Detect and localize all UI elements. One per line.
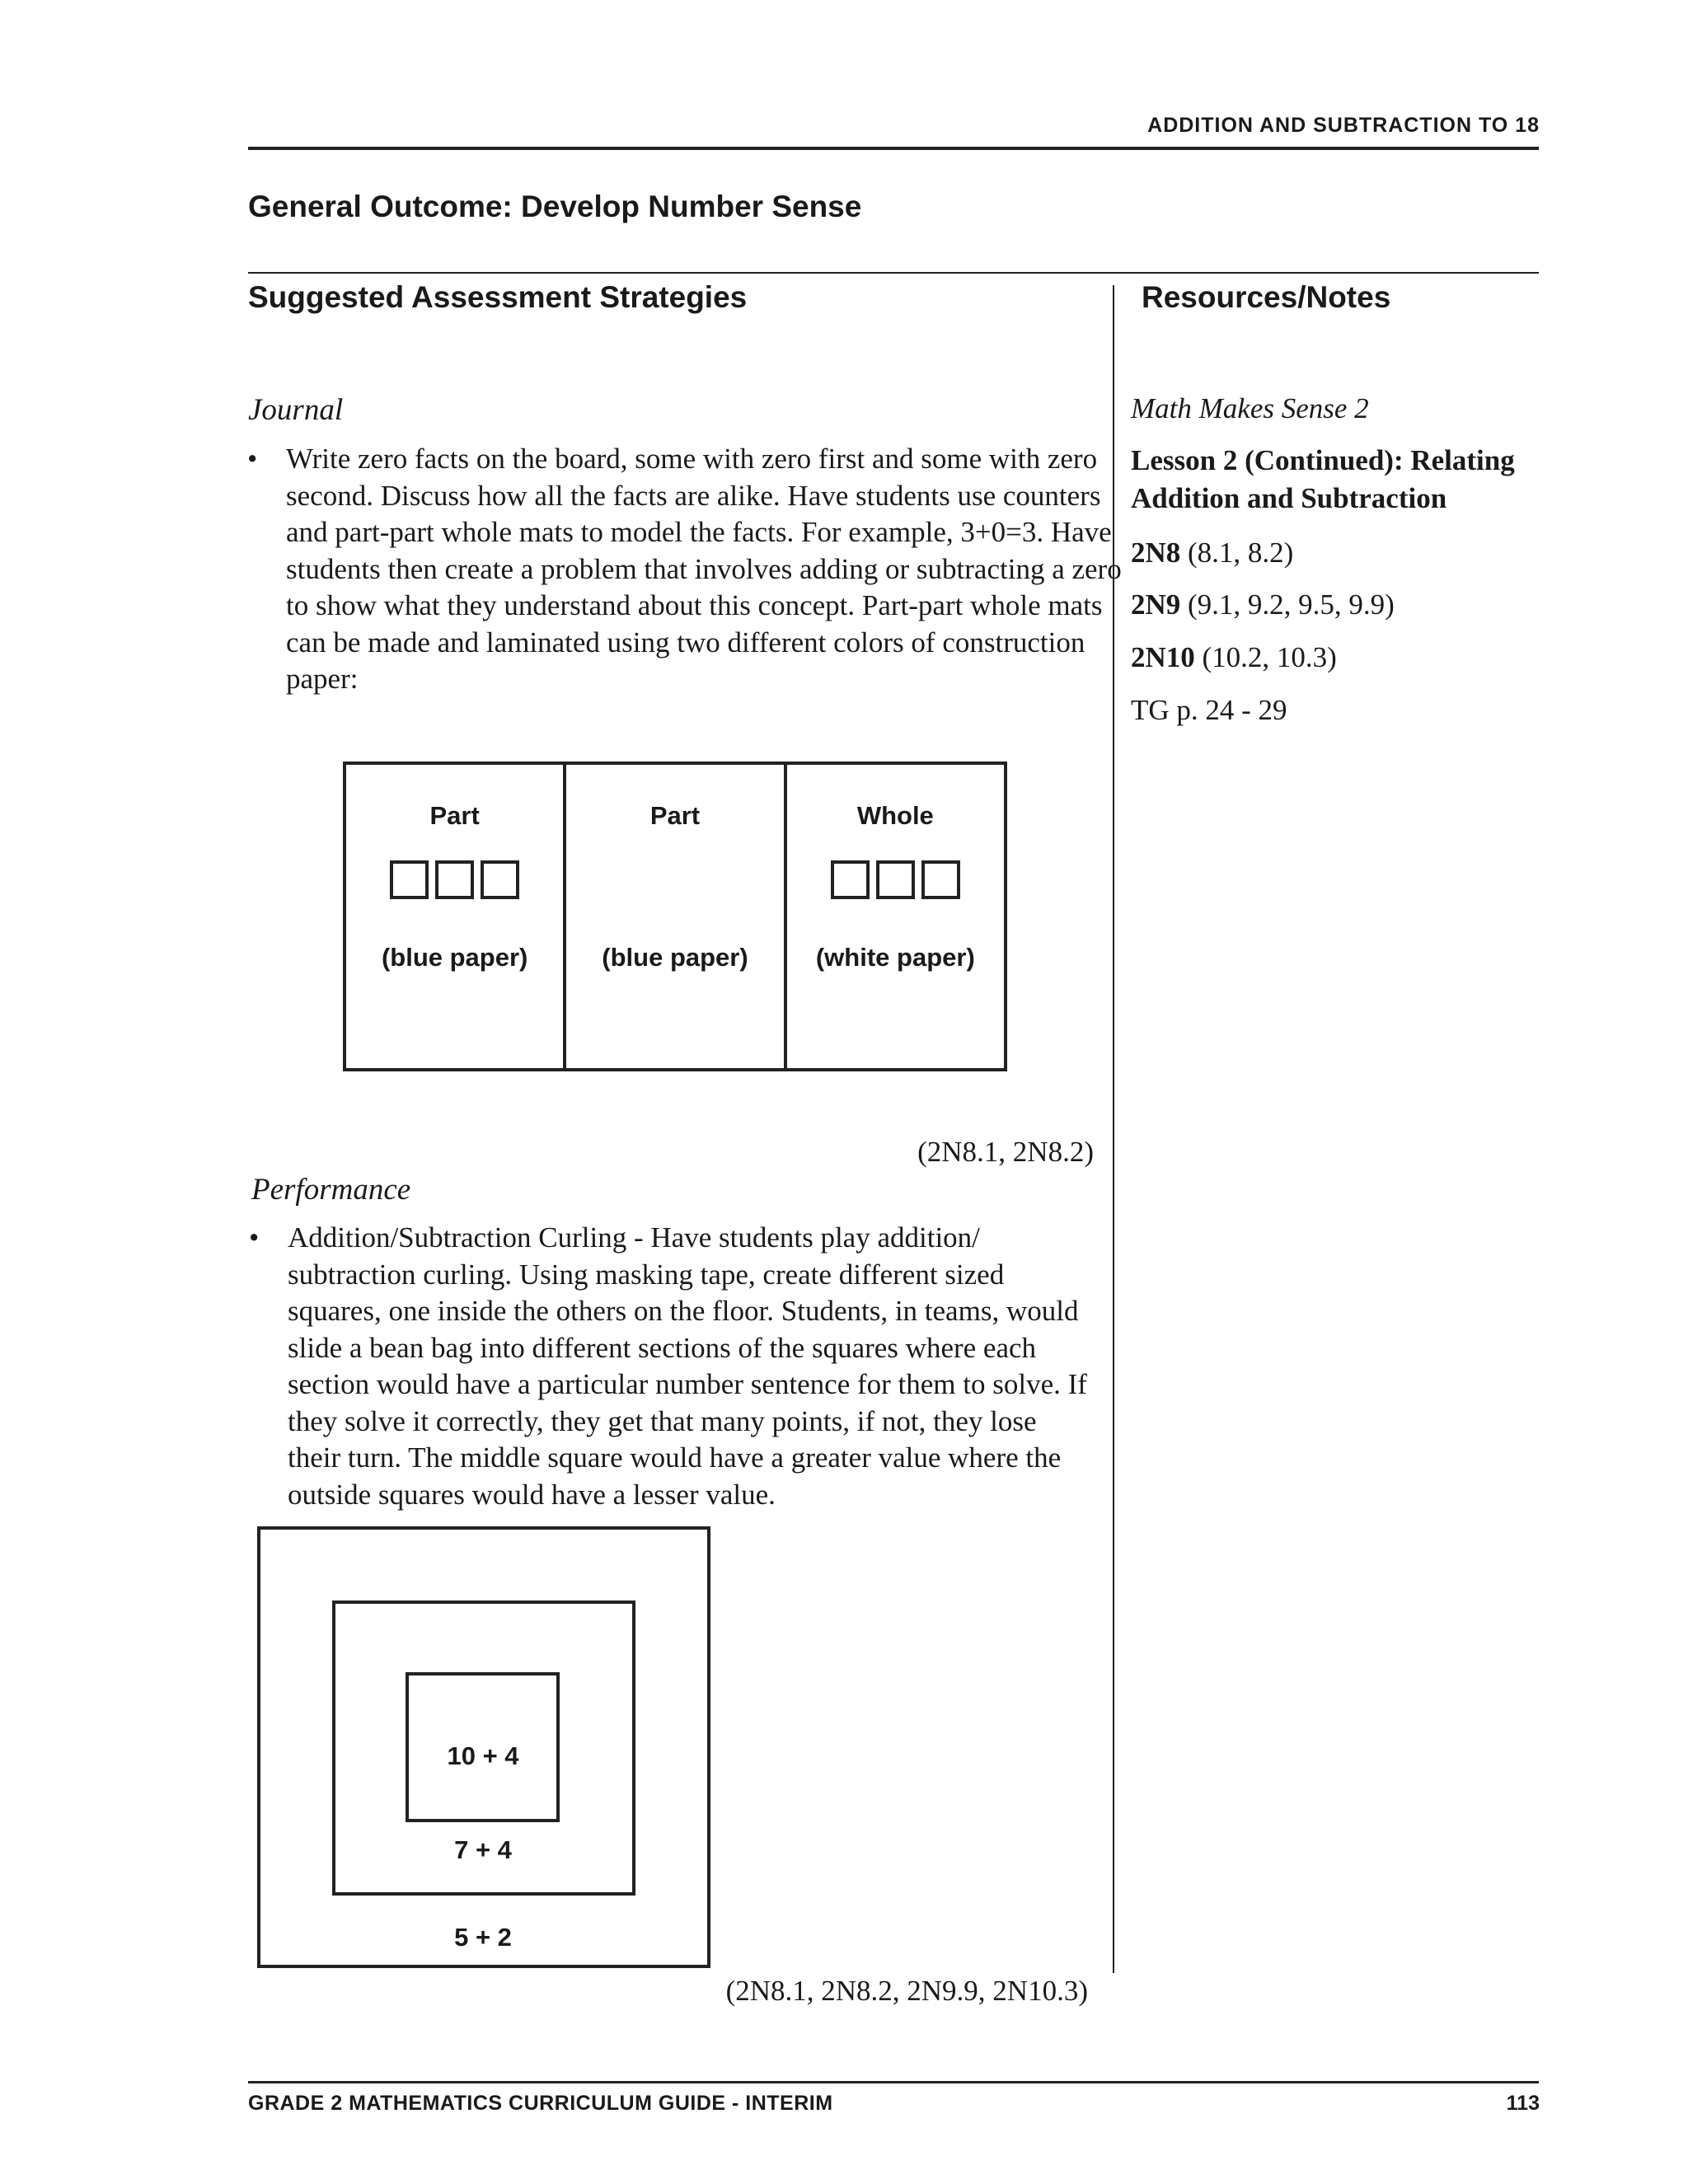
mat-cell-whole xyxy=(784,765,1004,1068)
mat-label: Whole xyxy=(856,801,934,830)
counter-box xyxy=(390,860,429,899)
part-part-whole-mat xyxy=(343,762,1007,1071)
general-outcome-title: General Outcome: Develop Number Sense xyxy=(248,190,862,223)
performance-subheading: Performance xyxy=(251,1173,411,1207)
teacher-guide-pages: TG p. 24 - 29 xyxy=(1131,694,1287,726)
mat-paper-note: (blue paper) xyxy=(602,943,748,972)
counter-box xyxy=(481,860,519,899)
journal-outcome-reference: (2N8.1, 2N8.2) xyxy=(917,1136,1094,1168)
outcome-values: (9.1, 9.2, 9.5, 9.9) xyxy=(1188,588,1395,621)
footer-rule xyxy=(248,2081,1539,2083)
journal-subheading: Journal xyxy=(248,393,344,427)
bullet-icon: • xyxy=(247,443,258,475)
outer-square-label: 5 + 2 xyxy=(454,1923,512,1952)
bullet-icon: • xyxy=(249,1221,260,1254)
inner-square-label: 10 + 4 xyxy=(447,1741,519,1770)
outcome-code: 2N8 xyxy=(1131,537,1181,569)
mat-label: Part xyxy=(429,801,480,830)
mat-cell-part-2 xyxy=(563,765,783,1068)
resource-source-title: Math Makes Sense 2 xyxy=(1131,392,1369,424)
resource-lesson-title: Lesson 2 (Continued): Relating Addition and Subtraction xyxy=(1131,444,1515,514)
header-rule xyxy=(248,147,1539,150)
counter-box xyxy=(831,860,870,899)
counter-box xyxy=(921,860,960,899)
running-head: ADDITION AND SUBTRACTION TO 18 xyxy=(1147,114,1540,137)
outcome-code: 2N9 xyxy=(1131,588,1181,621)
outcome-line-2n8 xyxy=(1131,537,1293,569)
resources-notes-heading: Resources/Notes xyxy=(1142,280,1391,314)
outcome-values: (8.1, 8.2) xyxy=(1188,537,1294,569)
mat-label: Part xyxy=(649,801,701,830)
performance-outcome-reference: (2N8.1, 2N8.2, 2N9.9, 2N10.3) xyxy=(725,1975,1088,2007)
footer-title: GRADE 2 MATHEMATICS CURRICULUM GUIDE - INTERIM xyxy=(248,2092,833,2115)
counter-box xyxy=(435,860,474,899)
outcome-code: 2N10 xyxy=(1131,641,1195,673)
counter-box xyxy=(876,860,915,899)
performance-bullet-text: Addition/Subtraction Curling - Have students play addition/ subtraction curling. Using masking tape, create different sized squares, one inside the others on the floor. Students, in teams, would slide a bean bag into different sections of the squares where each section would have a particular number sentence for them to solve. If they solve it correctly, they get that many points, if not, they lose their turn. The middle square would have a greater value where the outside squares would have a lesser value. xyxy=(288,1221,1087,1511)
outcome-values: (10.2, 10.3) xyxy=(1202,641,1337,673)
middle-square-label: 7 + 4 xyxy=(454,1835,512,1864)
counter-boxes xyxy=(346,860,563,899)
outcome-line-2n10 xyxy=(1131,641,1337,674)
outcome-line-2n9 xyxy=(1131,588,1395,621)
counter-boxes xyxy=(787,860,1004,899)
section-rule xyxy=(248,272,1539,274)
mat-cell-part-1 xyxy=(346,765,563,1068)
journal-bullet-text: Write zero facts on the board, some with zero first and some with zero second. Discuss how all the facts are alike. Have students use counters and part-part whole mats to model the facts. For example, 3+0=3. Have students then create a problem that involves adding or subtracting a zero to show what they understand about this concept. Part-part whole mats can be made and laminated using two different colors of construction paper: xyxy=(286,443,1122,695)
mat-paper-note: (blue paper) xyxy=(381,943,528,972)
page-number: 113 xyxy=(1506,2092,1540,2115)
mat-paper-note: (white paper) xyxy=(815,943,975,972)
assessment-strategies-heading: Suggested Assessment Strategies xyxy=(248,280,748,314)
